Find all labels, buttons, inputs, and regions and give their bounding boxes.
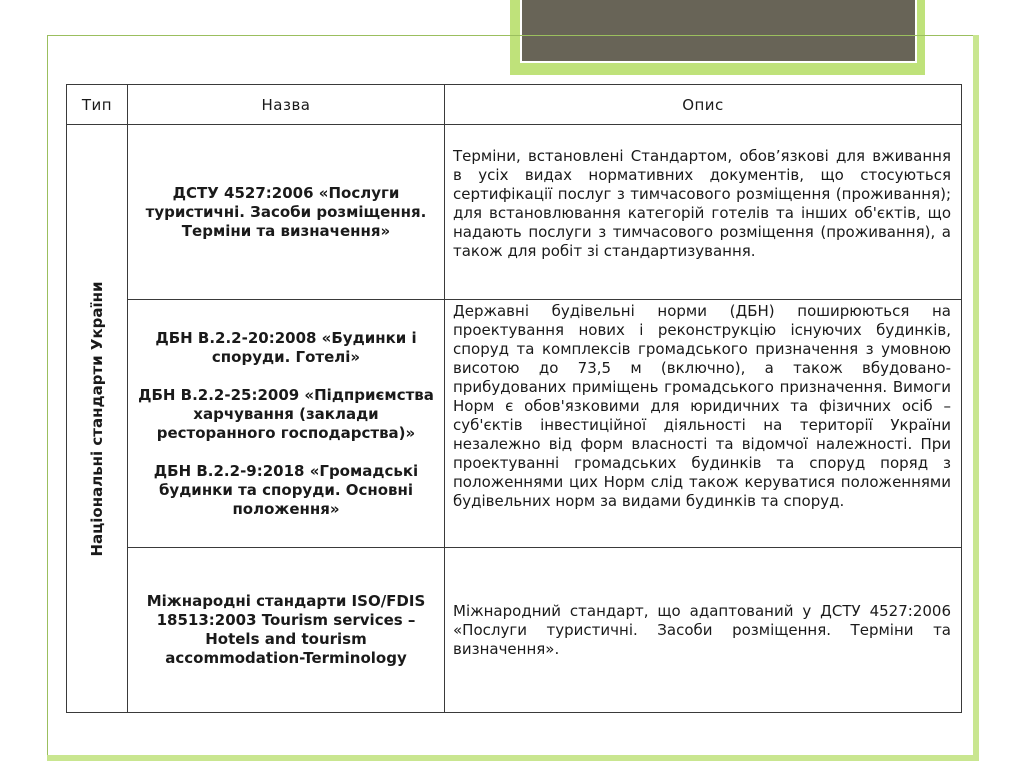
type-label: Національні стандарти України	[88, 280, 106, 557]
name-cell	[128, 125, 445, 300]
standard-description: Терміни, встановлені Стандартом, обов’язкові для вживання в усіх видах нормативних документів, що стосуються сертифікації послуг з тимчасового розміщення (проживання); для встановлювання категорій готелів та інших об'єктів, що надають послуги з тимчасового розміщення (проживання), а також для робіт зі стандартизування.	[453, 147, 951, 260]
description-cell	[445, 548, 962, 713]
header-type: Тип	[67, 85, 128, 125]
standard-name: ДБН В.2.2-20:2008 «Будинки і споруди. Готелі»	[155, 328, 417, 366]
header-description: Опис	[445, 85, 962, 125]
standards-table	[66, 84, 962, 713]
table-row	[67, 300, 962, 548]
standard-name: ДБН В.2.2-9:2018 «Громадські будинки та споруди. Основні положення»	[153, 461, 419, 518]
description-cell	[445, 125, 962, 300]
description-cell	[445, 300, 962, 548]
frame-right-border	[973, 35, 979, 757]
table-header-row	[67, 85, 962, 125]
standard-name: ДБН В.2.2-25:2009 «Підприємства харчування (заклади ресторанного господарства)»	[138, 385, 434, 442]
table-row	[67, 548, 962, 713]
name-cell	[128, 548, 445, 713]
table-row	[67, 125, 962, 300]
standard-description: Міжнародний стандарт, що адаптований у ДСТУ 4527:2006 «Послуги туристичні. Засоби розміщення. Терміни та визначення».	[453, 601, 951, 658]
name-cell	[128, 300, 445, 548]
standard-name: Міжнародні стандарти ISO/FDIS 18513:2003 Tourism services – Hotels and tourism accommodation-Terminology	[146, 592, 426, 667]
standard-name: ДСТУ 4527:2006 «Послуги туристичні. Засоби розміщення. Терміни та визначення»	[145, 183, 427, 240]
type-cell	[67, 125, 128, 713]
header-name: Назва	[128, 85, 445, 125]
frame-bottom-border	[47, 755, 979, 761]
standard-description: Державні будівельні норми (ДБН) поширюються на проектування нових і реконструкцію існуючих будинків, споруд та комплексів громадського призначення з умовною висотою до 73,5 м (включно), а також вбудовано-прибудованих приміщень громадського призначення. Вимоги Норм є обов'язковими для юридичних та фізичних осіб – суб'єктів інвестиційної діяльності на території України незалежно від форм власності та відомчої належності. При проектуванні громадських будинків та споруд поряд з положеннями цих Норм слід також керуватися положеннями будівельних норм за видами будинків та споруд.	[453, 302, 951, 510]
